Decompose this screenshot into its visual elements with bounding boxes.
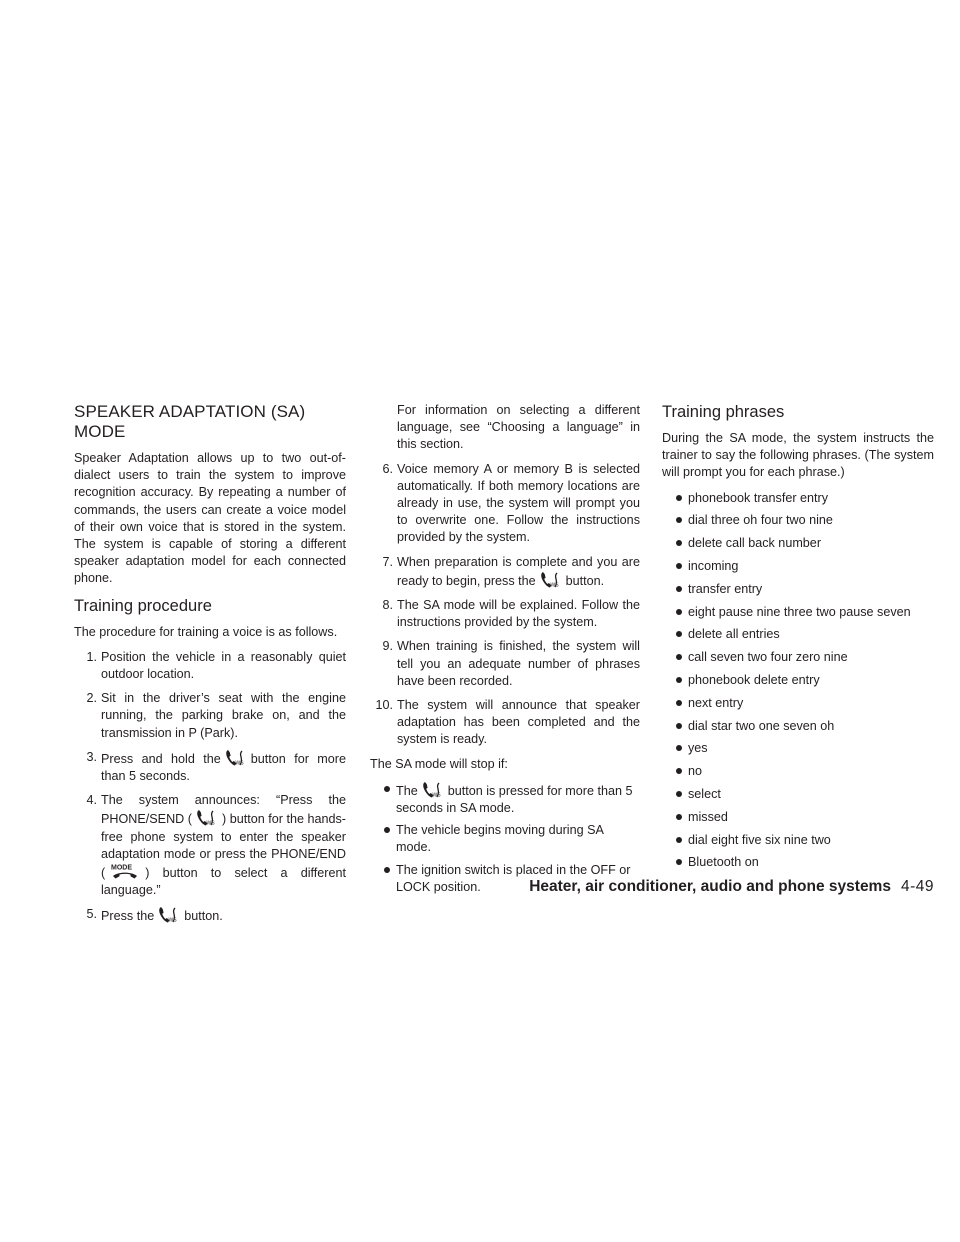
step-number: 1. (86, 649, 97, 664)
phrases-intro: During the SA mode, the system instructs the trainer to say the following phrases. (The system will prompt you for each phrase.) (662, 431, 934, 480)
procedure-intro: The procedure for training a voice is as follows. (74, 624, 338, 639)
step-10 (370, 697, 640, 749)
list-item-text: dial eight five six nine two (688, 832, 831, 847)
phone-end-mode-icon (109, 863, 141, 881)
middle-column (370, 402, 640, 901)
bullet-icon (676, 609, 682, 615)
training-phrases-heading: Training phrases (662, 403, 785, 421)
step-7 (370, 554, 640, 590)
step-text: The system will announce that speaker adaptation has been completed and the system is ready. (397, 698, 640, 747)
step-text: The system announces: “Press the PHONE/SEND ( (101, 793, 346, 827)
procedure-steps-continued (370, 461, 640, 749)
step-text: ) button to select a different language.” (101, 866, 346, 898)
step-9 (370, 638, 640, 690)
list-item (676, 490, 934, 507)
bullet-icon (676, 768, 682, 774)
training-procedure-heading: Training procedure (74, 596, 212, 615)
list-item (676, 581, 934, 598)
list-item (676, 649, 934, 666)
list-item-text: call seven two four zero nine (688, 650, 848, 665)
step-text: Sit in the driver’s seat with the engine running, the parking brake on, and the transmission in P (Park). (101, 691, 346, 740)
step-number: 6. (382, 461, 393, 476)
list-item (676, 672, 934, 689)
list-item (676, 512, 934, 529)
stop-conditions-intro: The SA mode will stop if: (370, 756, 508, 771)
list-item (676, 535, 934, 552)
page-footer (529, 878, 934, 896)
procedure-steps (74, 649, 346, 926)
bullet-icon (384, 827, 390, 833)
bullet-icon (676, 517, 682, 523)
list-item-text: phonebook delete entry (688, 672, 820, 687)
bullet-icon (676, 837, 682, 843)
step-text: When preparation is complete and you are ready to begin, press the (397, 554, 640, 588)
list-item-text: incoming (688, 559, 739, 573)
step-4 (74, 792, 346, 899)
list-item (676, 786, 934, 803)
bullet-icon (676, 654, 682, 660)
bullet-icon (676, 791, 682, 797)
bullet-icon (676, 677, 682, 683)
step-number: 3. (86, 749, 97, 764)
phone-send-icon (196, 809, 218, 827)
list-item (676, 740, 934, 757)
list-item-text: yes (688, 741, 708, 756)
step-text: The SA mode will be explained. Follow the instructions provided by the system. (397, 598, 640, 630)
bullet-icon (676, 723, 682, 729)
phone-send-icon (422, 781, 444, 799)
step-number: 8. (382, 598, 393, 613)
list-item-text: The ignition switch is placed in the OFF or LOCK position. (396, 862, 631, 894)
list-item-text: next entry (688, 695, 744, 710)
list-item-text: missed (688, 809, 728, 824)
phone-send-icon (158, 906, 180, 924)
bullet-icon (676, 495, 682, 501)
list-item (676, 626, 934, 643)
list-item-text: delete call back number (688, 536, 822, 551)
list-item (676, 832, 934, 849)
list-item (676, 695, 934, 712)
bullet-icon (676, 586, 682, 592)
step-number: 2. (86, 691, 97, 706)
left-column (74, 402, 346, 933)
list-item (676, 604, 934, 621)
step-5 (74, 906, 346, 925)
step-3 (74, 749, 346, 785)
list-item-text: button is pressed for more than 5 seconds in SA mode. (396, 783, 633, 816)
list-item-text: The vehicle begins moving during SA mode. (396, 823, 604, 855)
step-5-continuation: For information on selecting a different language, see “Choosing a language” in this section. (397, 403, 640, 452)
training-phrases-list (662, 490, 934, 872)
step-text: button. (184, 909, 223, 924)
bullet-icon (676, 631, 682, 637)
bullet-icon (384, 786, 390, 792)
step-text: ) button for the hands-free phone system to enter the speaker adaptation mode or press the PHONE/END ( (101, 812, 347, 881)
bullet-icon (676, 563, 682, 569)
list-item (384, 822, 640, 856)
list-item-text: Bluetooth on (688, 855, 759, 870)
step-number: 7. (382, 554, 393, 569)
bullet-icon (676, 859, 682, 865)
phone-send-icon (225, 749, 247, 767)
step-text: Press and hold the (101, 751, 221, 766)
footer-section-title: Heater, air conditioner, audio and phone systems (529, 878, 891, 895)
right-column (662, 402, 934, 877)
intro-paragraph: Speaker Adaptation allows up to two out-of-dialect users to train the system to improve recognition accuracy. By repeating a number of commands, the users can create a voice model of their own voice that is stored in the system. The system is capable of storing a different speaker adaptation model for each connected phone. (74, 451, 346, 586)
list-item (676, 854, 934, 871)
step-1 (74, 649, 346, 683)
step-text: button. (565, 573, 605, 588)
bullet-icon (676, 700, 682, 706)
step-text: Press the (101, 909, 155, 924)
step-number: 4. (86, 793, 97, 808)
list-item-text: delete all entries (688, 627, 780, 642)
list-item-text: The (396, 783, 418, 798)
list-item (384, 781, 640, 817)
step-number: 5. (86, 907, 97, 922)
step-6 (370, 461, 640, 547)
list-item-text: phonebook transfer entry (688, 490, 829, 505)
list-item (676, 558, 934, 575)
list-item-text: eight pause nine three two pause seven (688, 604, 911, 619)
phone-send-icon (540, 571, 562, 589)
bullet-icon (676, 745, 682, 751)
list-item-text: no (688, 764, 703, 779)
section-heading: SPEAKER ADAPTATION (SA) MODE (74, 402, 306, 441)
list-item-text: dial star two one seven oh (688, 718, 835, 733)
bullet-icon (384, 867, 390, 873)
list-item (676, 763, 934, 780)
list-item (676, 718, 934, 735)
bullet-icon (676, 540, 682, 546)
step-text: Position the vehicle in a reasonably quiet outdoor location. (101, 649, 346, 682)
list-item-text: select (688, 786, 721, 801)
step-number: 10. (375, 698, 393, 713)
step-text: button for more than 5 seconds. (101, 751, 346, 784)
step-number: 9. (382, 639, 393, 654)
step-8 (370, 597, 640, 631)
step-2 (74, 690, 346, 742)
bullet-icon (676, 814, 682, 820)
step-text: When training is finished, the system will tell you an adequate number of phrases have been recorded. (397, 639, 640, 688)
page-number: 4-49 (900, 878, 934, 895)
list-item-text: transfer entry (688, 581, 763, 596)
step-text: Voice memory A or memory B is selected automatically. If both memory locations are already in use, the system will prompt you to overwrite one. Follow the instructions provided by the system. (397, 461, 640, 545)
list-item-text: dial three oh four two nine (688, 513, 833, 528)
list-item (676, 809, 934, 826)
